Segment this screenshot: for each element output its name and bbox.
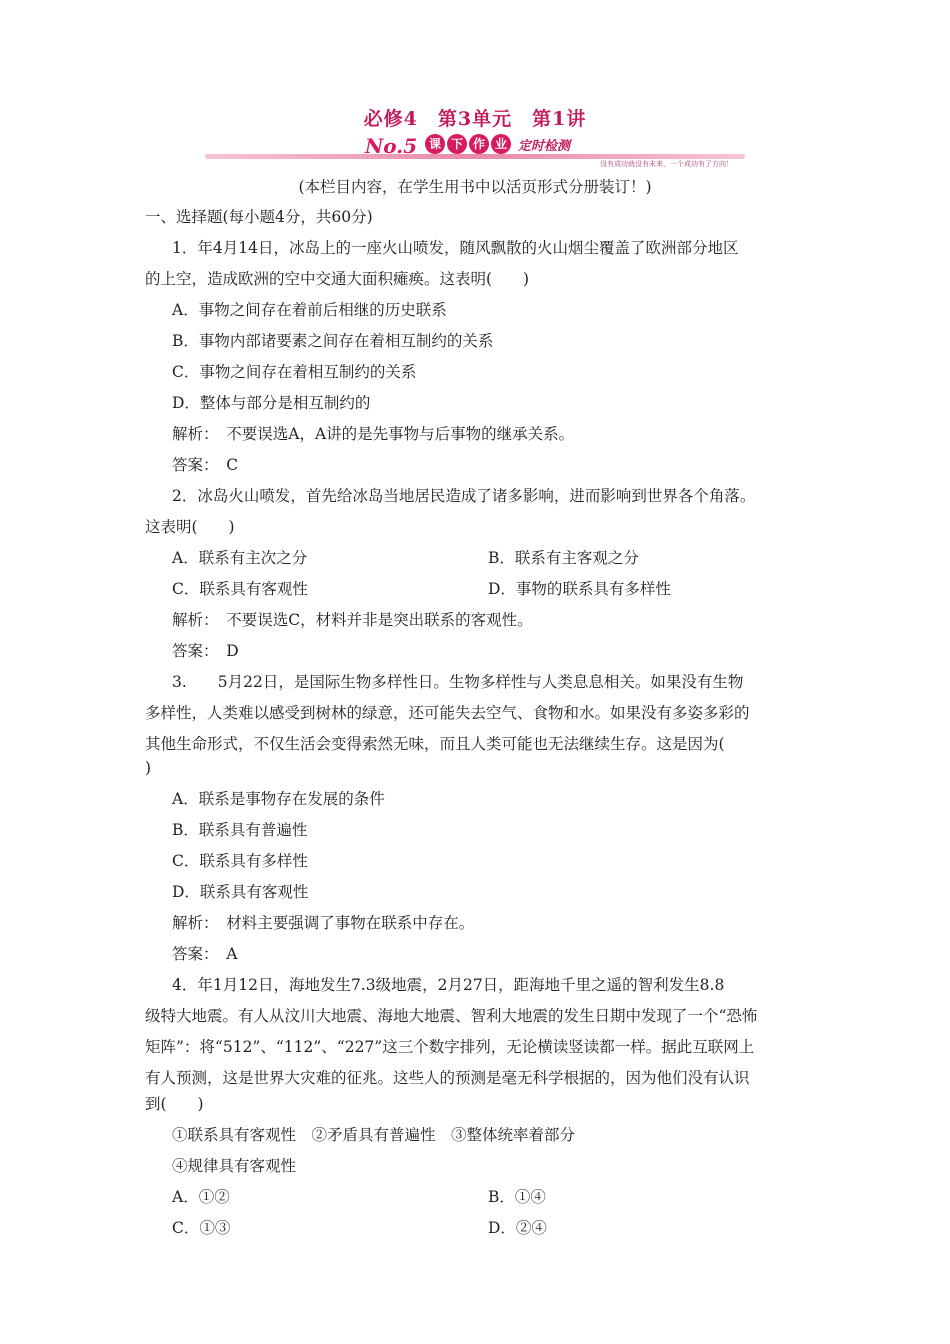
- q4-statements-2: ④规律具有客观性: [172, 1157, 297, 1175]
- banner-motto: 没有成功就没有未来，一个成功有了方向！: [600, 160, 733, 168]
- q2-option-c: C．联系具有客观性: [172, 580, 308, 598]
- banner-char-2: 下: [447, 134, 467, 154]
- q1-answer: 答案： C: [172, 456, 239, 474]
- q4-option-d: D．②④: [488, 1219, 547, 1237]
- q3-stem-line3: 其他生命形式，不仅生活会变得索然无味，而且人类可能也无法继续生存。这是因为(: [145, 735, 725, 753]
- q4-stem-line5: 到( ): [145, 1095, 204, 1113]
- q2-option-d: D．事物的联系具有多样性: [488, 580, 671, 598]
- q1-option-b: B．事物内部诸要素之间存在着相互制约的关系: [172, 332, 494, 350]
- q3-option-c: C．联系具有多样性: [172, 852, 308, 870]
- q2-stem-line2: 这表明( ): [145, 518, 235, 536]
- q1-stem-line1: 1．年4月14日，冰岛上的一座火山喷发，随风飘散的火山烟尘覆盖了欧洲部分地区: [172, 239, 739, 257]
- q4-stem-line4: 有人预测，这是世界大灾难的征兆。这些人的预测是毫无科学根据的，因为他们没有认识: [145, 1069, 750, 1087]
- q2-option-b: B．联系有主客观之分: [488, 549, 639, 567]
- q4-option-c: C．①③: [172, 1219, 231, 1237]
- q4-option-a: A．①②: [172, 1188, 230, 1206]
- q1-option-c: C．事物之间存在着相互制约的关系: [172, 363, 417, 381]
- q3-option-b: B．联系具有普遍性: [172, 821, 308, 839]
- q1-option-a: A．事物之间存在着前后相继的历史联系: [172, 301, 447, 319]
- q3-option-d: D．联系具有客观性: [172, 883, 309, 901]
- banner-char-3: 作: [469, 134, 489, 154]
- section-banner: [205, 132, 745, 170]
- q2-option-a: A．联系有主次之分: [172, 549, 308, 567]
- q2-answer: 答案： D: [172, 642, 239, 660]
- q3-stem-line4: ): [145, 759, 152, 777]
- q3-stem-line2: 多样性，人类难以感受到树林的绿意，还可能失去空气、食物和水。如果没有多姿多彩的: [145, 704, 750, 722]
- q4-statements-1: ①联系具有客观性 ②矛盾具有普遍性 ③整体统率着部分: [172, 1126, 576, 1144]
- q1-stem-line2: 的上空，造成欧洲的空中交通大面积瘫痪。这表明( ): [145, 270, 530, 288]
- banner-char-1: 课: [425, 134, 445, 154]
- q3-analysis: 解析： 材料主要强调了事物在联系中存在。: [172, 914, 475, 932]
- banner-tag: 定时检测: [518, 139, 571, 154]
- q4-stem-line3: 矩阵”：将“512”、“112”、“227”这三个数字排列，无论横读竖读都一样。据此互联网上: [145, 1038, 755, 1056]
- q3-answer: 答案： A: [172, 945, 238, 963]
- q4-stem-line1: 4．年1月12日，海地发生7.3级地震，2月27日，距海地千里之遥的智利发生8.8: [172, 976, 725, 994]
- q1-analysis: 解析： 不要误选A，A讲的是先事物与后事物的继承关系。: [172, 425, 575, 443]
- q3-option-a: A．联系是事物存在发展的条件: [172, 790, 385, 808]
- q3-stem-line1: 3. 5月22日，是国际生物多样性日。生物多样性与人类息息相关。如果没有生物: [172, 673, 744, 691]
- q1-option-d: D．整体与部分是相互制约的: [172, 394, 371, 412]
- section-heading: 一、选择题(每小题4分，共60分): [145, 208, 373, 226]
- banner-char-4: 业: [491, 134, 511, 154]
- banner-number: No.5: [365, 134, 418, 158]
- binding-note: (本栏目内容，在学生用书中以活页形式分册装订！): [298, 178, 652, 196]
- q2-analysis: 解析： 不要误选C，材料并非是突出联系的客观性。: [172, 611, 533, 629]
- q4-option-b: B．①④: [488, 1188, 546, 1206]
- q2-stem-line1: 2．冰岛火山喷发，首先给冰岛当地居民造成了诸多影响，进而影响到世界各个角落。: [172, 487, 756, 505]
- page-title: 必修4 第3单元 第1讲: [363, 108, 587, 130]
- q4-stem-line2: 级特大地震。有人从汶川大地震、海地大地震、智利大地震的发生日期中发现了一个“恐怖: [145, 1007, 758, 1025]
